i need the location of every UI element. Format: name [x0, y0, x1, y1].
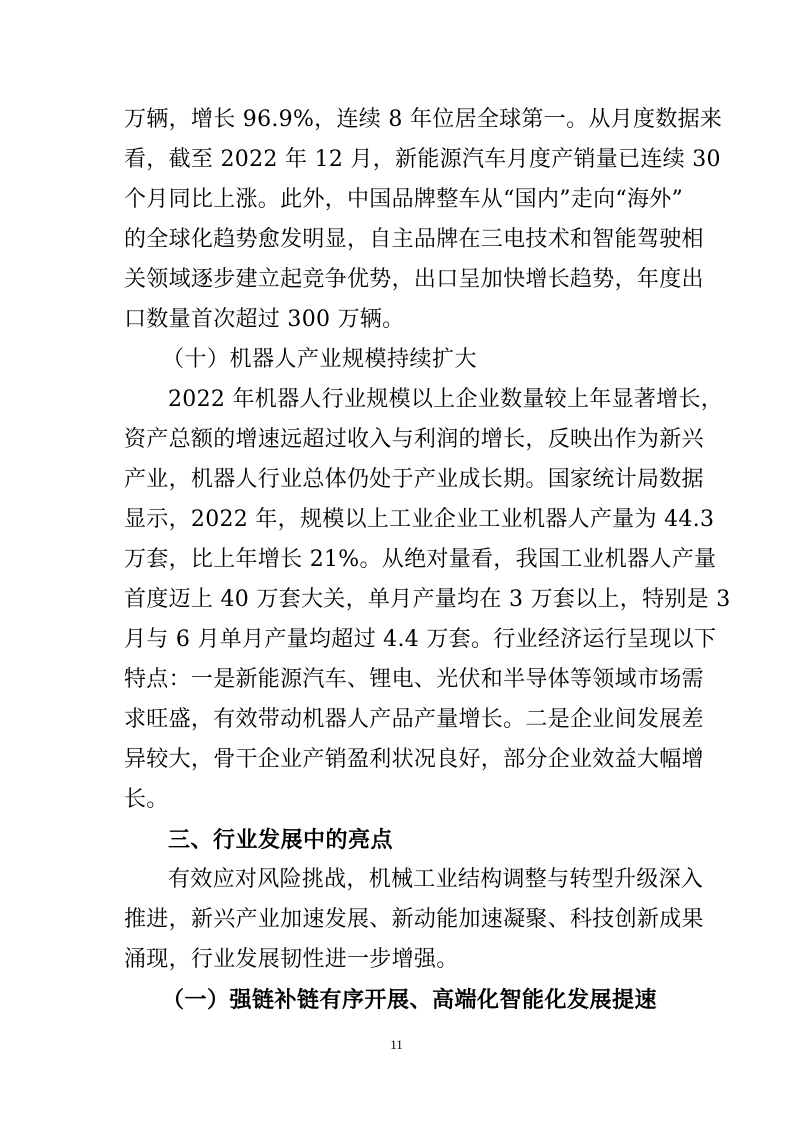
paragraph-line: 产业，机器人行业总体仍处于产业成长期。国家统计局数据: [124, 467, 704, 492]
paragraph-line: 首度迈上 40 万套大关，单月产量均在 3 万套以上，特别是 3: [124, 587, 731, 612]
paragraph-line: 特点：一是新能源汽车、锂电、光伏和半导体等领域市场需: [124, 667, 704, 692]
paragraph-line: 看，截至 2022 年 12 月，新能源汽车月度产销量已连续 30: [124, 147, 721, 172]
paragraph-line: 月与 6 月单月产量均超过 4.4 万套。行业经济运行呈现以下: [124, 627, 717, 652]
paragraph-line: 异较大，骨干企业产销盈利状况良好，部分企业效益大幅增: [124, 747, 704, 772]
paragraph-line: 求旺盛，有效带动机器人产品产量增长。二是企业间发展差: [124, 707, 704, 732]
section-heading: （一）强链补链有序开展、高端化智能化发展提速: [162, 987, 658, 1013]
paragraph-line: 万辆，增长 96.9%，连续 8 年位居全球第一。从月度数据来: [124, 107, 723, 132]
paragraph-line: 资产总额的增速远超过收入与利润的增长，反映出作为新兴: [124, 427, 704, 452]
paragraph-line: 显示，2022 年，规模以上工业企业工业机器人产量为 44.3: [124, 507, 715, 532]
paragraph-line: 推进，新兴产业加速发展、新动能加速凝聚、科技创新成果: [124, 907, 704, 932]
paragraph-line: 2022 年机器人行业规模以上企业数量较上年显著增长，: [168, 387, 724, 412]
page-number: 11: [390, 1037, 403, 1052]
paragraph-line: 涌现，行业发展韧性进一步增强。: [124, 947, 459, 972]
paragraph-line: 口数量首次超过 300 万辆。: [124, 307, 405, 332]
paragraph-line: 万套，比上年增长 21%。从绝对量看，我国工业机器人产量: [124, 547, 717, 572]
paragraph-line: 有效应对风险挑战，机械工业结构调整与转型升级深入: [168, 867, 704, 892]
chapter-heading: 三、行业发展中的亮点: [168, 827, 394, 853]
paragraph-line: 长。: [124, 787, 169, 812]
paragraph-line: 个月同比上涨。此外，中国品牌整车从“国内”走向“海外”: [124, 187, 684, 212]
paragraph-line: 关领域逐步建立起竞争优势，出口呈加快增长趋势，年度出: [124, 267, 704, 292]
section-heading: （十）机器人产业规模持续扩大: [162, 347, 478, 372]
paragraph-line: 的全球化趋势愈发明显，自主品牌在三电技术和智能驾驶相: [124, 227, 704, 252]
